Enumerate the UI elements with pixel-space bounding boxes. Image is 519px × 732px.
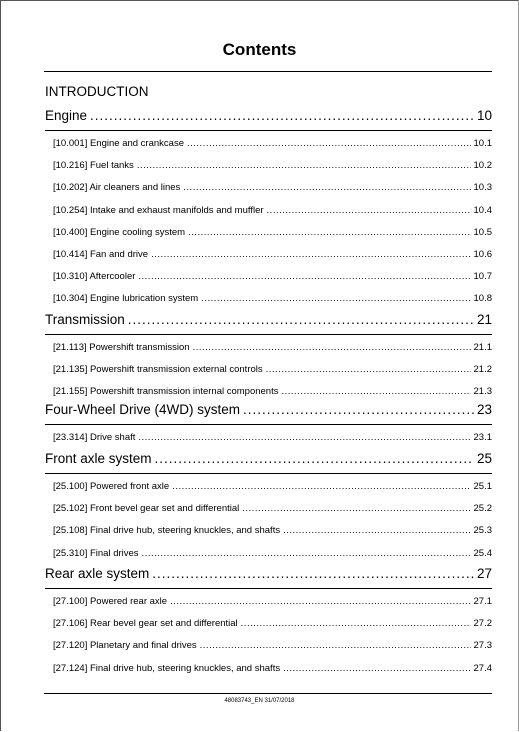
toc-entry[interactable] (45, 293, 492, 304)
entry-title: [21.155] Powershift transmission internal components (53, 386, 279, 398)
section-page-number: 10 (476, 108, 492, 123)
section-title: Four-Wheel Drive (4WD) system (45, 402, 241, 417)
section-page-number: 23 (476, 402, 492, 417)
toc-entry[interactable] (45, 138, 492, 149)
section-page-number: 27 (476, 566, 492, 581)
toc-entry[interactable] (45, 205, 492, 216)
dot-leader (283, 525, 470, 536)
entry-page-number: 27.4 (473, 662, 492, 674)
entry-page-number: 25.2 (473, 503, 492, 515)
entry-page-number: 25.3 (473, 525, 492, 537)
section-rule (45, 130, 492, 131)
entry-title: [25.100] Powered front axle (53, 481, 170, 492)
dot-leader (243, 402, 474, 417)
entry-title: [21.135] Powershift transmission external controls (53, 364, 263, 376)
section-rule (45, 334, 492, 335)
entry-title: [10.216] Fuel tanks (53, 160, 134, 172)
dot-leader (151, 249, 470, 260)
dot-leader (170, 596, 470, 607)
toc-section-5[interactable] (45, 566, 492, 581)
dot-leader (183, 182, 470, 193)
section-rule (45, 473, 492, 474)
dot-leader (281, 386, 470, 397)
dot-leader (266, 364, 471, 375)
section-rule (45, 588, 492, 589)
entry-page-number: 21.2 (473, 364, 492, 376)
toc-entry[interactable] (45, 342, 492, 353)
section-title: Engine (45, 108, 88, 123)
dot-leader (155, 451, 474, 466)
page-footer: 48083743_EN 31/07/2018 (224, 698, 295, 704)
section-title: Rear axle system (45, 566, 150, 581)
dot-leader (152, 566, 474, 581)
dot-leader (242, 503, 470, 514)
dot-leader (241, 618, 471, 629)
entry-title: [25.108] Final drive hub, steering knuckles, and shafts (53, 525, 281, 537)
toc-entry[interactable] (45, 160, 492, 171)
toc-entry[interactable] (45, 663, 492, 674)
section-title: Transmission (45, 312, 125, 327)
entry-page-number: 25.4 (473, 547, 492, 559)
entry-page-number: 10.3 (473, 182, 492, 194)
dot-leader (142, 548, 471, 559)
entry-page-number: 10.7 (473, 271, 492, 283)
section-page-number: 21 (476, 312, 492, 327)
toc-entry[interactable] (45, 227, 492, 238)
entry-page-number: 10.5 (473, 226, 492, 238)
entry-page-number: 10.6 (473, 249, 492, 260)
title-rule (44, 71, 492, 72)
entry-page-number: 23.1 (473, 432, 492, 443)
entry-page-number: 27.1 (473, 596, 492, 607)
entry-page-number: 25.1 (473, 481, 492, 492)
dot-leader (188, 227, 470, 238)
toc-entry[interactable] (45, 386, 492, 397)
dot-leader (187, 138, 471, 149)
entry-page-number: 27.3 (473, 640, 492, 652)
entry-page-number: 10.8 (473, 293, 492, 305)
toc-section-4[interactable] (45, 451, 492, 466)
dot-leader (128, 312, 474, 327)
toc-entry[interactable] (45, 364, 492, 375)
toc-entry[interactable] (45, 249, 492, 260)
entry-title: [27.120] Planetary and final drives (53, 640, 197, 652)
toc-entry[interactable] (45, 596, 492, 607)
toc-entry[interactable] (45, 481, 492, 492)
dot-leader (137, 160, 471, 171)
entry-title: [10.414] Fan and drive (53, 249, 149, 260)
entry-title: [10.304] Engine lubrication system (53, 293, 199, 305)
toc-entry[interactable] (45, 182, 492, 193)
entry-page-number: 21.1 (473, 342, 492, 353)
toc-section-1[interactable] (45, 108, 492, 123)
entry-title: [23.314] Drive shaft (53, 432, 136, 443)
entry-page-number: 10.2 (473, 160, 492, 172)
entry-title: [25.102] Front bevel gear set and differential (53, 503, 240, 515)
entry-title: [10.001] Engine and crankcase (53, 138, 184, 149)
dot-leader (267, 205, 471, 216)
introduction-heading[interactable]: INTRODUCTION (45, 84, 149, 99)
toc-entry[interactable] (45, 618, 492, 629)
dot-leader (193, 342, 471, 353)
dot-leader (200, 640, 471, 651)
entry-title: [10.310] Aftercooler (53, 271, 136, 283)
entry-title: [21.113] Powershift transmission (53, 342, 190, 353)
entry-page-number: 21.3 (473, 386, 492, 398)
toc-entry[interactable] (45, 525, 492, 536)
dot-leader (138, 271, 470, 282)
section-rule (45, 424, 492, 425)
toc-entry[interactable] (45, 548, 492, 559)
entry-title: [27.100] Powered rear axle (53, 596, 168, 607)
section-page-number: 25 (476, 451, 492, 466)
dot-leader (138, 432, 470, 443)
entry-page-number: 27.2 (473, 618, 492, 630)
entry-title: [25.310] Final drives (53, 547, 139, 559)
toc-section-3[interactable] (45, 402, 492, 417)
entry-page-number: 10.4 (473, 204, 492, 216)
toc-entry[interactable] (45, 640, 492, 651)
toc-section-2[interactable] (45, 312, 492, 327)
entry-page-number: 10.1 (473, 138, 492, 149)
dot-leader (201, 293, 470, 304)
entry-title: [10.202] Air cleaners and lines (53, 182, 181, 194)
dot-leader (283, 663, 470, 674)
toc-entry[interactable] (45, 503, 492, 514)
entry-title: [27.124] Final drive hub, steering knuckles, and shafts (53, 662, 281, 674)
entry-title: [27.106] Rear bevel gear set and differential (53, 618, 238, 630)
entry-title: [10.400] Engine cooling system (53, 226, 186, 238)
entry-title: [10.254] Intake and exhaust manifolds and muffler (53, 204, 264, 216)
toc-entry[interactable] (45, 432, 492, 443)
section-title: Front axle system (45, 451, 152, 466)
dot-leader (90, 108, 474, 123)
toc-entry[interactable] (45, 271, 492, 282)
page-title: Contents (222, 40, 297, 59)
dot-leader (172, 481, 470, 492)
footer-rule (44, 693, 492, 694)
